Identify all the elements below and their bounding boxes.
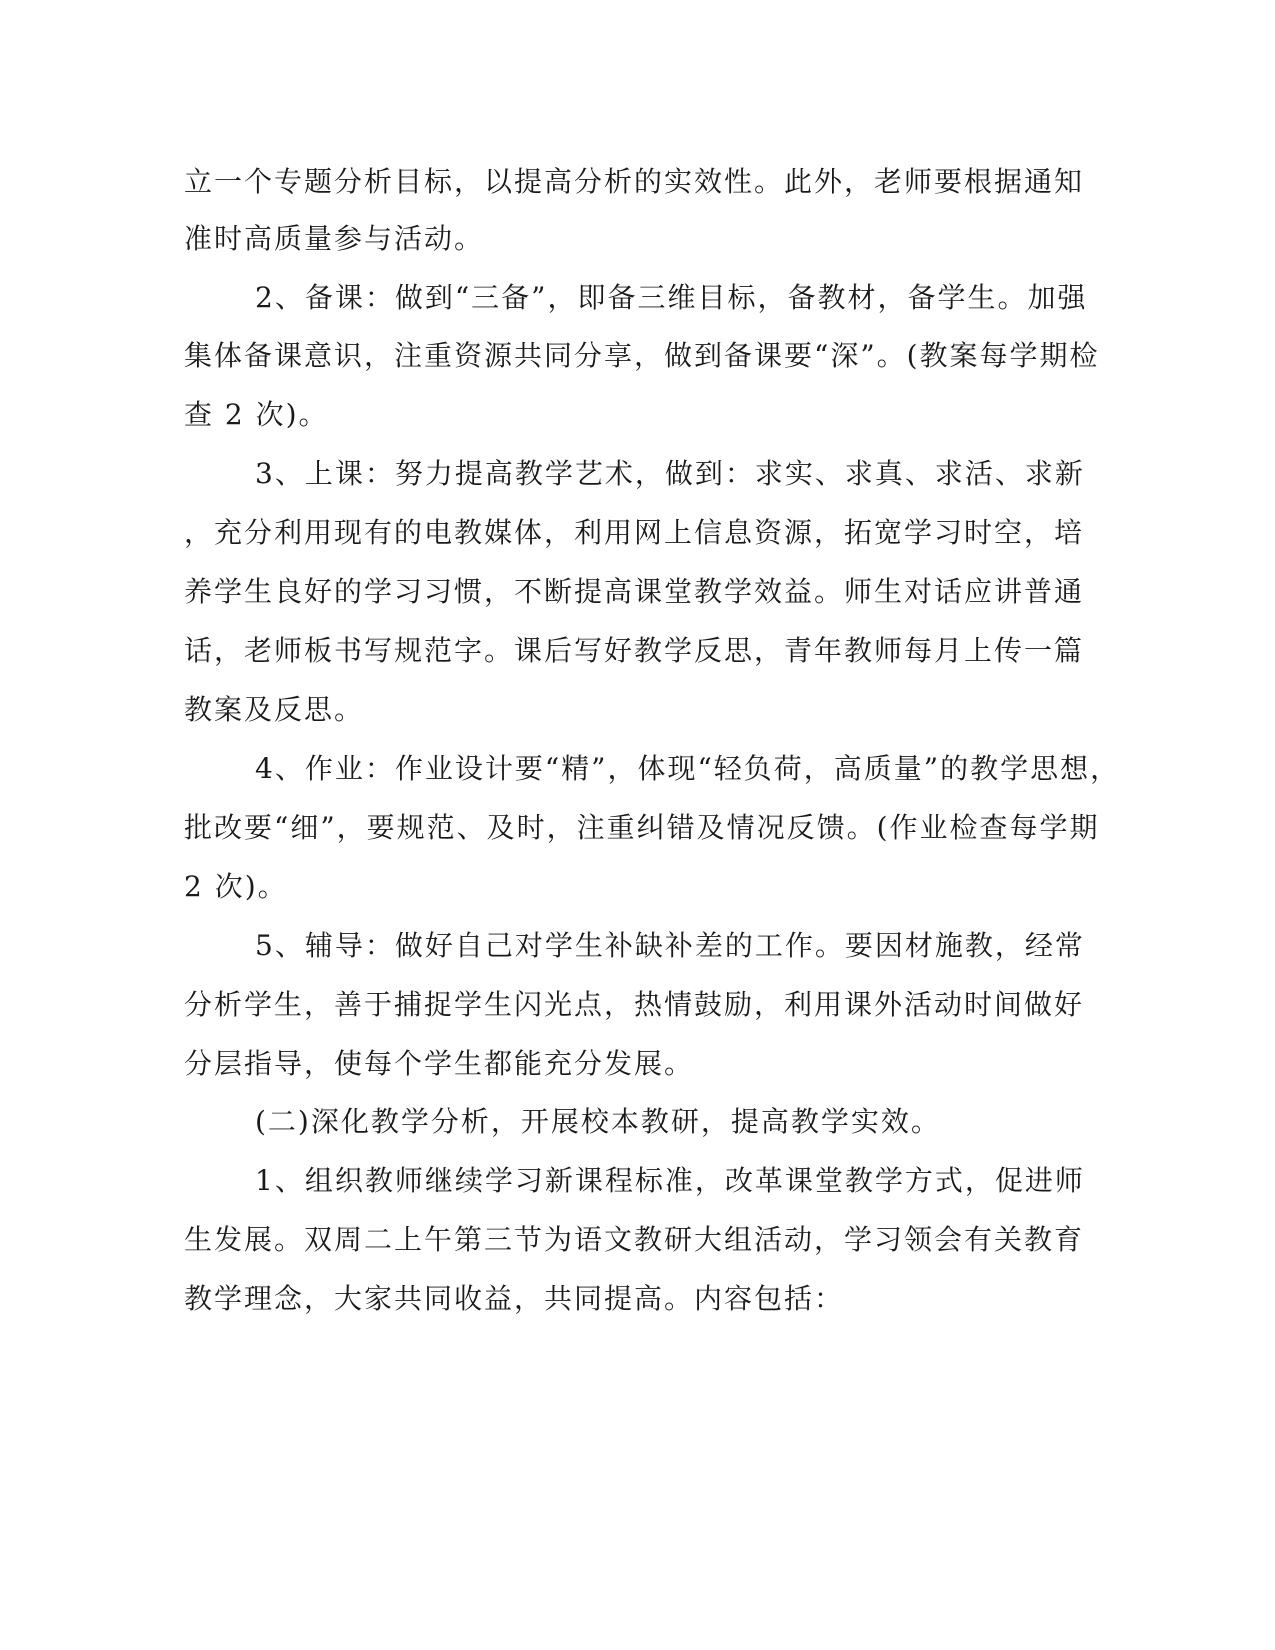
text-line: 2、备课：做到“三备”，即备三维目标，备教材，备学生。加强 — [255, 281, 1088, 314]
text-line: 立一个专题分析目标，以提高分析的实效性。此外，老师要根据通知 — [184, 165, 1085, 198]
text-line: ，充分利用现有的电教媒体，利用网上信息资源，拓宽学习时空，培 — [184, 516, 1085, 549]
text-line: 2 次)。 — [184, 870, 288, 903]
text-line: 分层指导，使每个学生都能充分发展。 — [184, 1047, 695, 1080]
text-line: 教案及反思。 — [184, 693, 365, 726]
text-line: 查 2 次)。 — [184, 398, 329, 431]
text-line: 话，老师板书写规范字。课后写好教学反思，青年教师每月上传一篇 — [184, 634, 1085, 667]
text-line: 分析学生，善于捕捉学生闪光点，热情鼓励，利用课外活动时间做好 — [184, 988, 1085, 1021]
text-line: 5、辅导：做好自己对学生补缺补差的工作。要因材施教，经常 — [255, 929, 1085, 962]
section-heading: (二)深化教学分析，开展校本教研，提高教学实效。 — [255, 1105, 941, 1138]
text-line: 教学理念，大家共同收益，共同提高。内容包括： — [184, 1282, 845, 1315]
text-line: 批改要“细”，要规范、及时，注重纠错及情况反馈。(作业检查每学期 — [184, 811, 1100, 844]
text-line: 准时高质量参与活动。 — [184, 222, 485, 255]
text-line: 养学生良好的学习习惯，不断提高课堂教学效益。师生对话应讲普通 — [184, 575, 1085, 608]
text-line: 集体备课意识，注重资源共同分享，做到备课要“深”。(教案每学期检 — [184, 339, 1100, 372]
text-line: 3、上课：努力提高教学艺术，做到：求实、求真、求活、求新 — [255, 457, 1085, 490]
text-line: 生发展。双周二上午第三节为语文教研大组活动，学习领会有关教育 — [184, 1223, 1085, 1256]
text-line: 4、作业：作业设计要“精”，体现“轻负荷，高质量”的教学思想， — [255, 752, 1121, 785]
text-line: 1、组织教师继续学习新课程标准，改革课堂教学方式，促进师 — [255, 1164, 1085, 1197]
